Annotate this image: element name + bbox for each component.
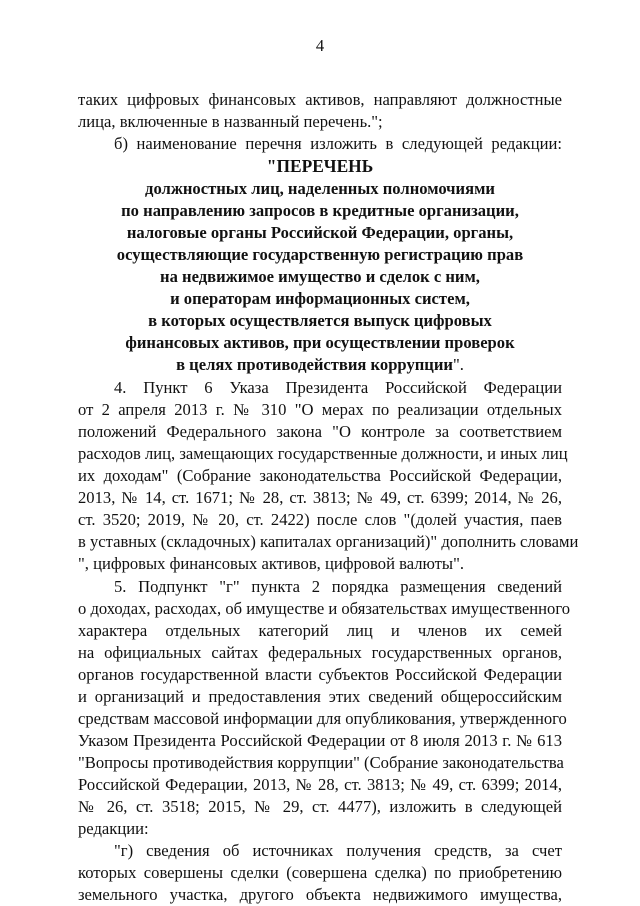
list-subtitle-line: по направлению запросов в кредитные организации,	[121, 201, 519, 220]
item-4-line: положений Федерального закона "О контроле за соответствием	[78, 422, 562, 441]
list-subtitle-line: финансовых активов, при осуществлении проверок	[125, 333, 515, 352]
item-4-line: ", цифровых финансовых активов, цифровой валюты".	[78, 554, 465, 573]
paragraph-line: таких цифровых финансовых активов, направляют должностные	[78, 90, 562, 109]
item-4-line: ст. 3520; 2019, № 20, ст. 2422) после слов "(долей участия, паев	[78, 510, 562, 529]
item-5-line: средствам массовой информации для опубликования, утвержденного	[78, 709, 567, 728]
item-4-line: в уставных (складочных) капиталах организаций)" дополнить словами	[78, 532, 579, 551]
paragraph-line: б) наименование перечня изложить в следующей редакции:	[114, 134, 562, 153]
item-4-line: 4. Пункт 6 Указа Президента Российской Федерации	[114, 378, 562, 397]
list-subtitle-line: налоговые органы Российской Федерации, органы,	[126, 223, 514, 242]
list-subtitle-line: осуществляющие государственную регистрацию прав	[116, 245, 524, 264]
item-5-line: № 26, ст. 3518; 2015, № 29, ст. 4477), изложить в следующей	[78, 797, 562, 816]
item-5-line: "Вопросы противодействия коррупции" (Собрание законодательства	[78, 753, 564, 772]
closing-quote: ".	[452, 355, 464, 374]
item-4-line: расходов лиц, замещающих государственные должности, и иных лиц	[78, 444, 568, 463]
item-5-line: 5. Подпункт "г" пункта 2 порядка размещения сведений	[114, 577, 562, 596]
list-subtitle-line-last	[78, 354, 562, 376]
subitem-g-line: которых совершены сделки (совершена сделка) по приобретению	[78, 863, 562, 882]
item-5-line: характера отдельных категорий лиц и членов их семей	[78, 621, 562, 640]
item-5-line: и организаций и предоставления этих сведений общероссийским	[78, 687, 562, 706]
item-5-line: на официальных сайтах федеральных государственных органов,	[78, 643, 562, 662]
item-4-line: 2013, № 14, ст. 1671; № 28, ст. 3813; № 49, ст. 6399; 2014, № 26,	[78, 488, 562, 507]
item-5-line: Указом Президента Российской Федерации от 8 июля 2013 г. № 613	[78, 731, 562, 750]
item-5-line: Российской Федерации, 2013, № 28, ст. 3813; № 49, ст. 6399; 2014,	[78, 775, 562, 794]
item-4-line: их доходам" (Собрание законодательства Российской Федерации,	[78, 466, 562, 485]
paragraph-line: лица, включенные в названный перечень.";	[78, 112, 383, 131]
list-subtitle-line: в которых осуществляется выпуск цифровых	[148, 311, 492, 330]
item-5-line: о доходах, расходах, об имуществе и обязательствах имущественного	[78, 599, 571, 618]
item-5-line: органов государственной власти субъектов Российской Федерации	[78, 665, 562, 684]
list-subtitle-line: должностных лиц, наделенных полномочиями	[145, 179, 495, 198]
list-subtitle-line: и операторам информационных систем,	[170, 289, 470, 308]
list-subtitle-line: на недвижимое имущество и сделок с ним,	[160, 267, 480, 286]
page-number: 4	[315, 36, 325, 55]
item-4-line: от 2 апреля 2013 г. № 310 "О мерах по реализации отдельных	[78, 400, 562, 419]
subitem-g-line: "г) сведения об источниках получения средств, за счет	[114, 841, 562, 860]
list-title: "ПЕРЕЧЕНЬ	[266, 156, 374, 176]
list-subtitle-text: в целях противодействия коррупции	[176, 355, 453, 374]
item-5-line: редакции:	[78, 819, 149, 838]
subitem-g-line: земельного участка, другого объекта недвижимого имущества,	[78, 885, 562, 904]
